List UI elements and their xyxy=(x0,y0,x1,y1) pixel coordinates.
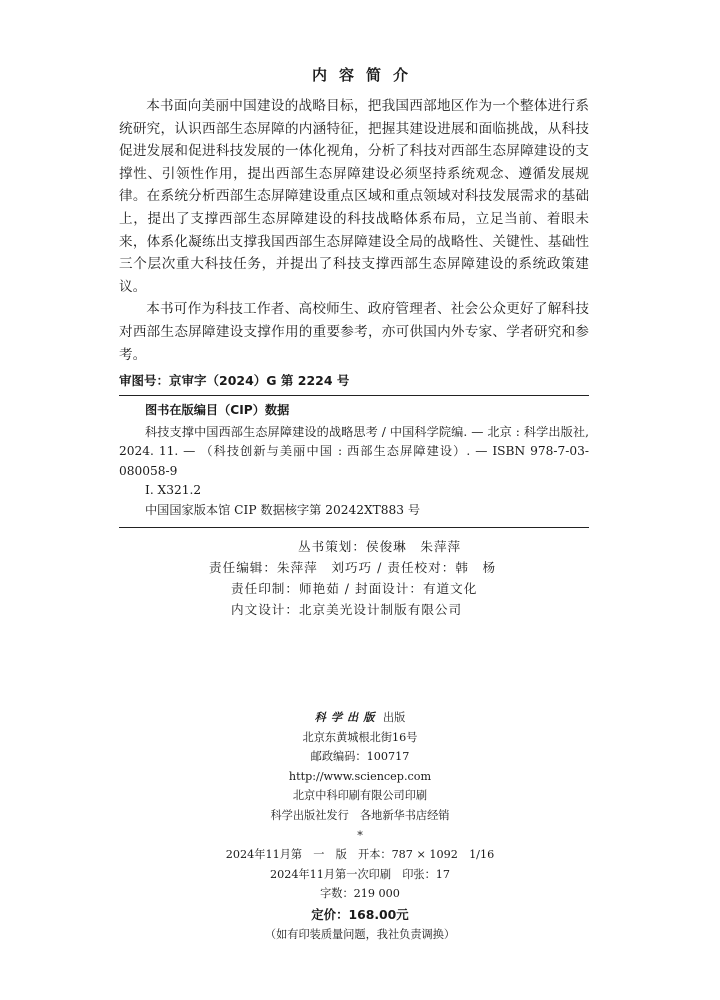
publisher-name-suffix: 出版 xyxy=(382,711,406,724)
publisher-postcode: 邮政编码：100717 xyxy=(310,750,410,764)
cip-classification: Ⅰ. X321.2 xyxy=(145,483,202,498)
series-planning-credit: 丛书策划：侯俊琳 朱萍萍 xyxy=(298,539,462,554)
printer-line: 北京中科印刷有限公司印刷 xyxy=(292,789,428,803)
publisher-block xyxy=(0,708,720,945)
map-review-number: 审图号：京审字（2024）G 第 2224 号 xyxy=(119,373,350,388)
edition-line: 2024年11月第 一 版 开本：787 × 1092 1/16 xyxy=(225,848,495,862)
print-run-line: 2024年11月第一次印刷 印张：17 xyxy=(269,867,450,881)
publisher-name xyxy=(0,708,720,728)
summary-section xyxy=(119,95,589,366)
publisher-url: http://www.sciencep.com xyxy=(288,769,432,783)
publisher-logo: 科学出版 xyxy=(314,710,380,724)
separator-asterisk: * xyxy=(357,828,363,842)
cip-entry: 科技支撑中国西部生态屏障建设的战略思考 / 中国科学院编. — 北京 : 科学出版社, 2024. 11. — （科技创新与美丽中国 : 西部生态屏障建设）. — ISBN 978-7-03-080058-9 xyxy=(119,424,589,478)
summary-paragraph-2: 本书可作为科技工作者、高校师生、政府管理者、社会公众更好了解科技对西部生态屏障建设支撑作用的重要参考，亦可供国内外专家、学者研究和参考。 xyxy=(119,301,589,363)
printing-design-credit: 责任印制：师艳茹 / 封面设计：有道文化 xyxy=(231,581,478,596)
summary-paragraph-1: 本书面向美丽中国建设的战略目标，把我国西部地区作为一个整体进行系统研究，认识西部生态屏障的内涵特征，把握其建设进展和面临挑战，从科技促进发展和促进科技发展的一体化视角，分析了科技对西部生态屏障建设的支撑性、引领性作用，提出西部生态屏障建设必须坚持系统观念、遵循发展规律。在系统分析西部生态屏障建设重点区域和重点领域对科技发展需求的基础上，提出了支撑西部生态屏障建设的科技战略体系布局，立足当前、着眼未来，体系化凝练出支撑我国西部生态屏障建设全局的战略性、关键性、基础性三个层次重大科技任务，并提出了科技支撑西部生态屏障建设的系统政策建议。 xyxy=(119,98,589,295)
cip-verification: 中国国家版本馆 CIP 数据核字第 20242XT883 号 xyxy=(145,502,421,517)
editors-credit: 责任编辑：朱萍萍 刘巧巧 / 责任校对：韩 杨 xyxy=(209,560,497,575)
cip-block xyxy=(119,401,589,521)
cip-top-rule xyxy=(119,395,589,396)
cip-bottom-rule xyxy=(119,527,589,528)
word-count-line: 字数：219 000 xyxy=(320,887,400,901)
interior-design-credit: 内文设计：北京美光设计制版有限公司 xyxy=(231,602,463,617)
price-line: 定价：168.00元 xyxy=(311,906,409,922)
page-title: 内容简介 xyxy=(311,66,420,84)
publisher-address: 北京东黄城根北街16号 xyxy=(302,730,418,744)
distribution-line: 科学出版社发行 各地新华书店经销 xyxy=(270,808,450,822)
quality-notice: （如有印装质量问题，我社负责调换） xyxy=(264,927,456,941)
cip-heading: 图书在版编目（CIP）数据 xyxy=(145,403,290,417)
